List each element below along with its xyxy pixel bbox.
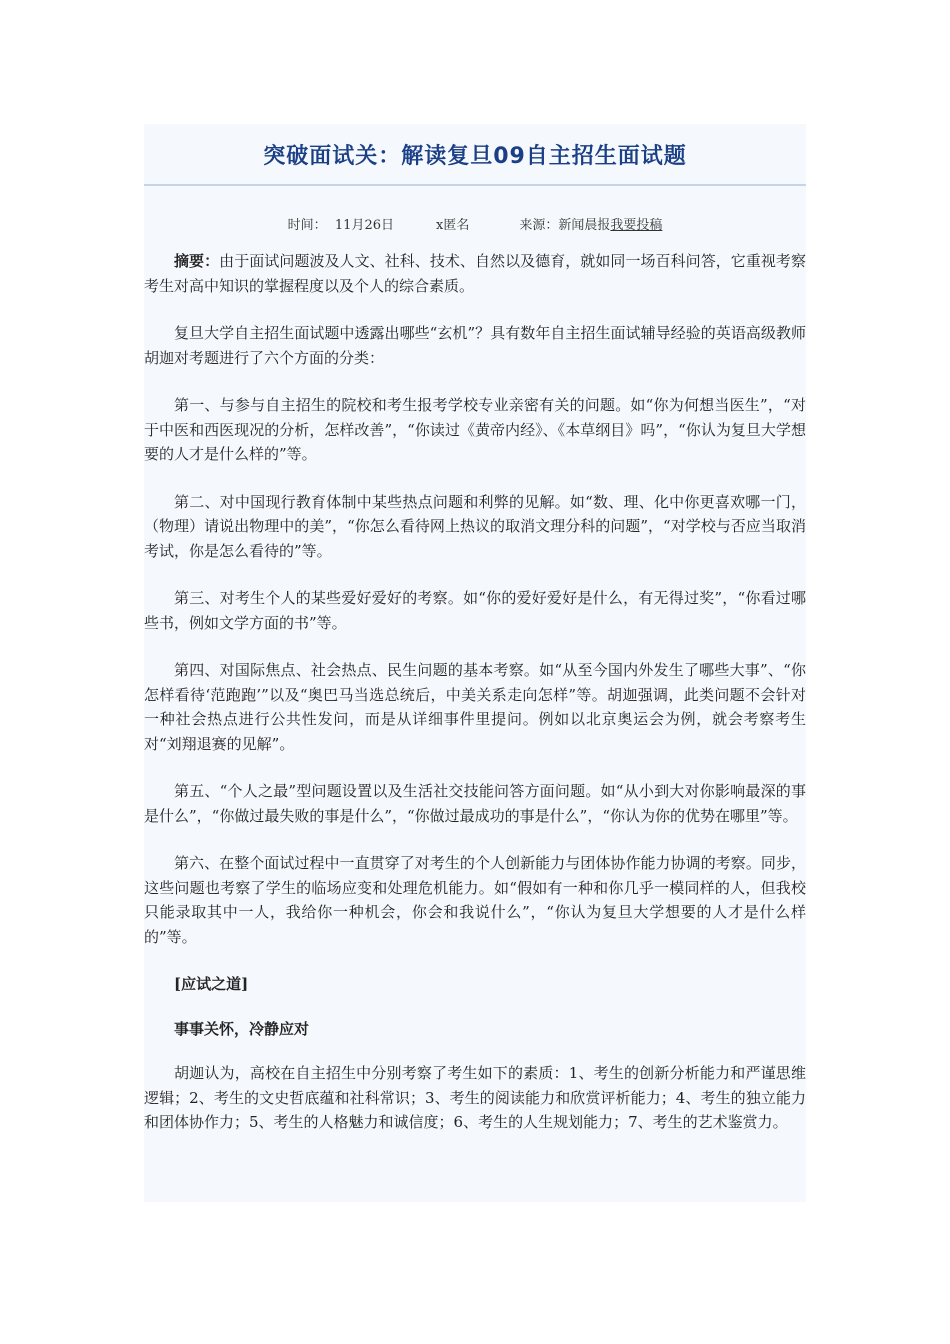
article-body [144,249,806,1135]
final-paragraph: 胡迦认为，高校在自主招生中分别考察了考生如下的素质：1、考生的创新分析能力和严谨思维逻辑；2、考生的文史哲底蕴和社科常识；3、考生的阅读能力和欣赏评析能力；4、考生的独立能力和团体协作力；5、考生的人格魅力和诚信度；6、考生的人生规划能力；7、考生的艺术鉴赏力。 [144,1064,806,1131]
author: x匿名 [436,217,470,233]
article-panel [144,124,806,1202]
summary-label: 摘要： [174,252,220,270]
article-title: 突破面试关：解读复旦09自主招生面试题 [263,143,687,169]
summary-paragraph [144,249,806,298]
title-bar [144,124,806,186]
body-paragraph: 第一、与参与自主招生的院校和考生报考学校专业亲密有关的问题。如“你为何想当医生”，“对于中医和西医现况的分析，怎样改善”，“你读过《黄帝内经》、《本草纲目》吗”，“你认为复旦大学想要的人才是什么样的”等。 [144,396,806,463]
body-paragraph: 第四、对国际焦点、社会热点、民生问题的基本考察。如“从至今国内外发生了哪些大事”、“你怎样看待‘范跑跑’”以及“奥巴马当选总统后，中美关系走向怎样”等。胡迦强调，此类问题不会针对一种社会热点进行公共性发问，而是从详细事件里提问。例如以北京奥运会为例，就会考察考生对“刘翔退赛的见解”。 [144,661,806,753]
sub-heading: 事事关怀，冷静应对 [174,1019,310,1038]
body-paragraph: 第五、“个人之最”型问题设置以及生活社交技能问答方面问题。如“从小到大对你影响最深的事是什么”，“你做过最失败的事是什么”，“你做过最成功的事是什么”，“你认为你的优势在哪里”等。 [144,782,806,825]
section-heading-paragraph [144,972,806,997]
body-paragraph: 第二、对中国现行教育体制中某些热点问题和利弊的见解。如“数、理、化中你更喜欢哪一门，（物理）请说出物理中的美”，“你怎么看待网上热议的取消文理分科的问题”，“对学校与否应当取消考试，你是怎么看待的”等。 [144,492,806,560]
sub-heading-paragraph [144,1017,806,1042]
time-label: 时间： [287,217,327,233]
summary-text: 由于面试问题波及人文、社科、技术、自然以及德育，就如同一场百科问答，它重视考察考生对高中知识的掌握程度以及个人的综合素质。 [144,252,806,295]
body-paragraph: 复旦大学自主招生面试题中透露出哪些“玄机”？具有数年自主招生面试辅导经验的英语高级教师胡迦对考题进行了六个方面的分类： [144,324,806,367]
body-paragraph: 第三、对考生个人的某些爱好爱好的考察。如“你的爱好爱好是什么，有无得过奖”，“你看过哪些书，例如文学方面的书”等。 [144,589,806,632]
time-value: 11月26日 [334,217,394,233]
body-paragraph: 第六、在整个面试过程中一直贯穿了对考生的个人创新能力与团体协作能力协调的考察。同步，这些问题也考察了学生的临场应变和处理危机能力。如“假如有一种和你几乎一模同样的人，但我校只能录取其中一人，我给你一种机会，你会和我说什么”，“你认为复旦大学想要的人才是什么样的”等。 [144,854,806,946]
section-heading: [应试之道] [174,975,249,993]
article-meta [144,213,806,233]
submit-link[interactable]: 我要投稿 [610,217,663,233]
source-label: 来源：新闻晨报 [519,217,611,233]
